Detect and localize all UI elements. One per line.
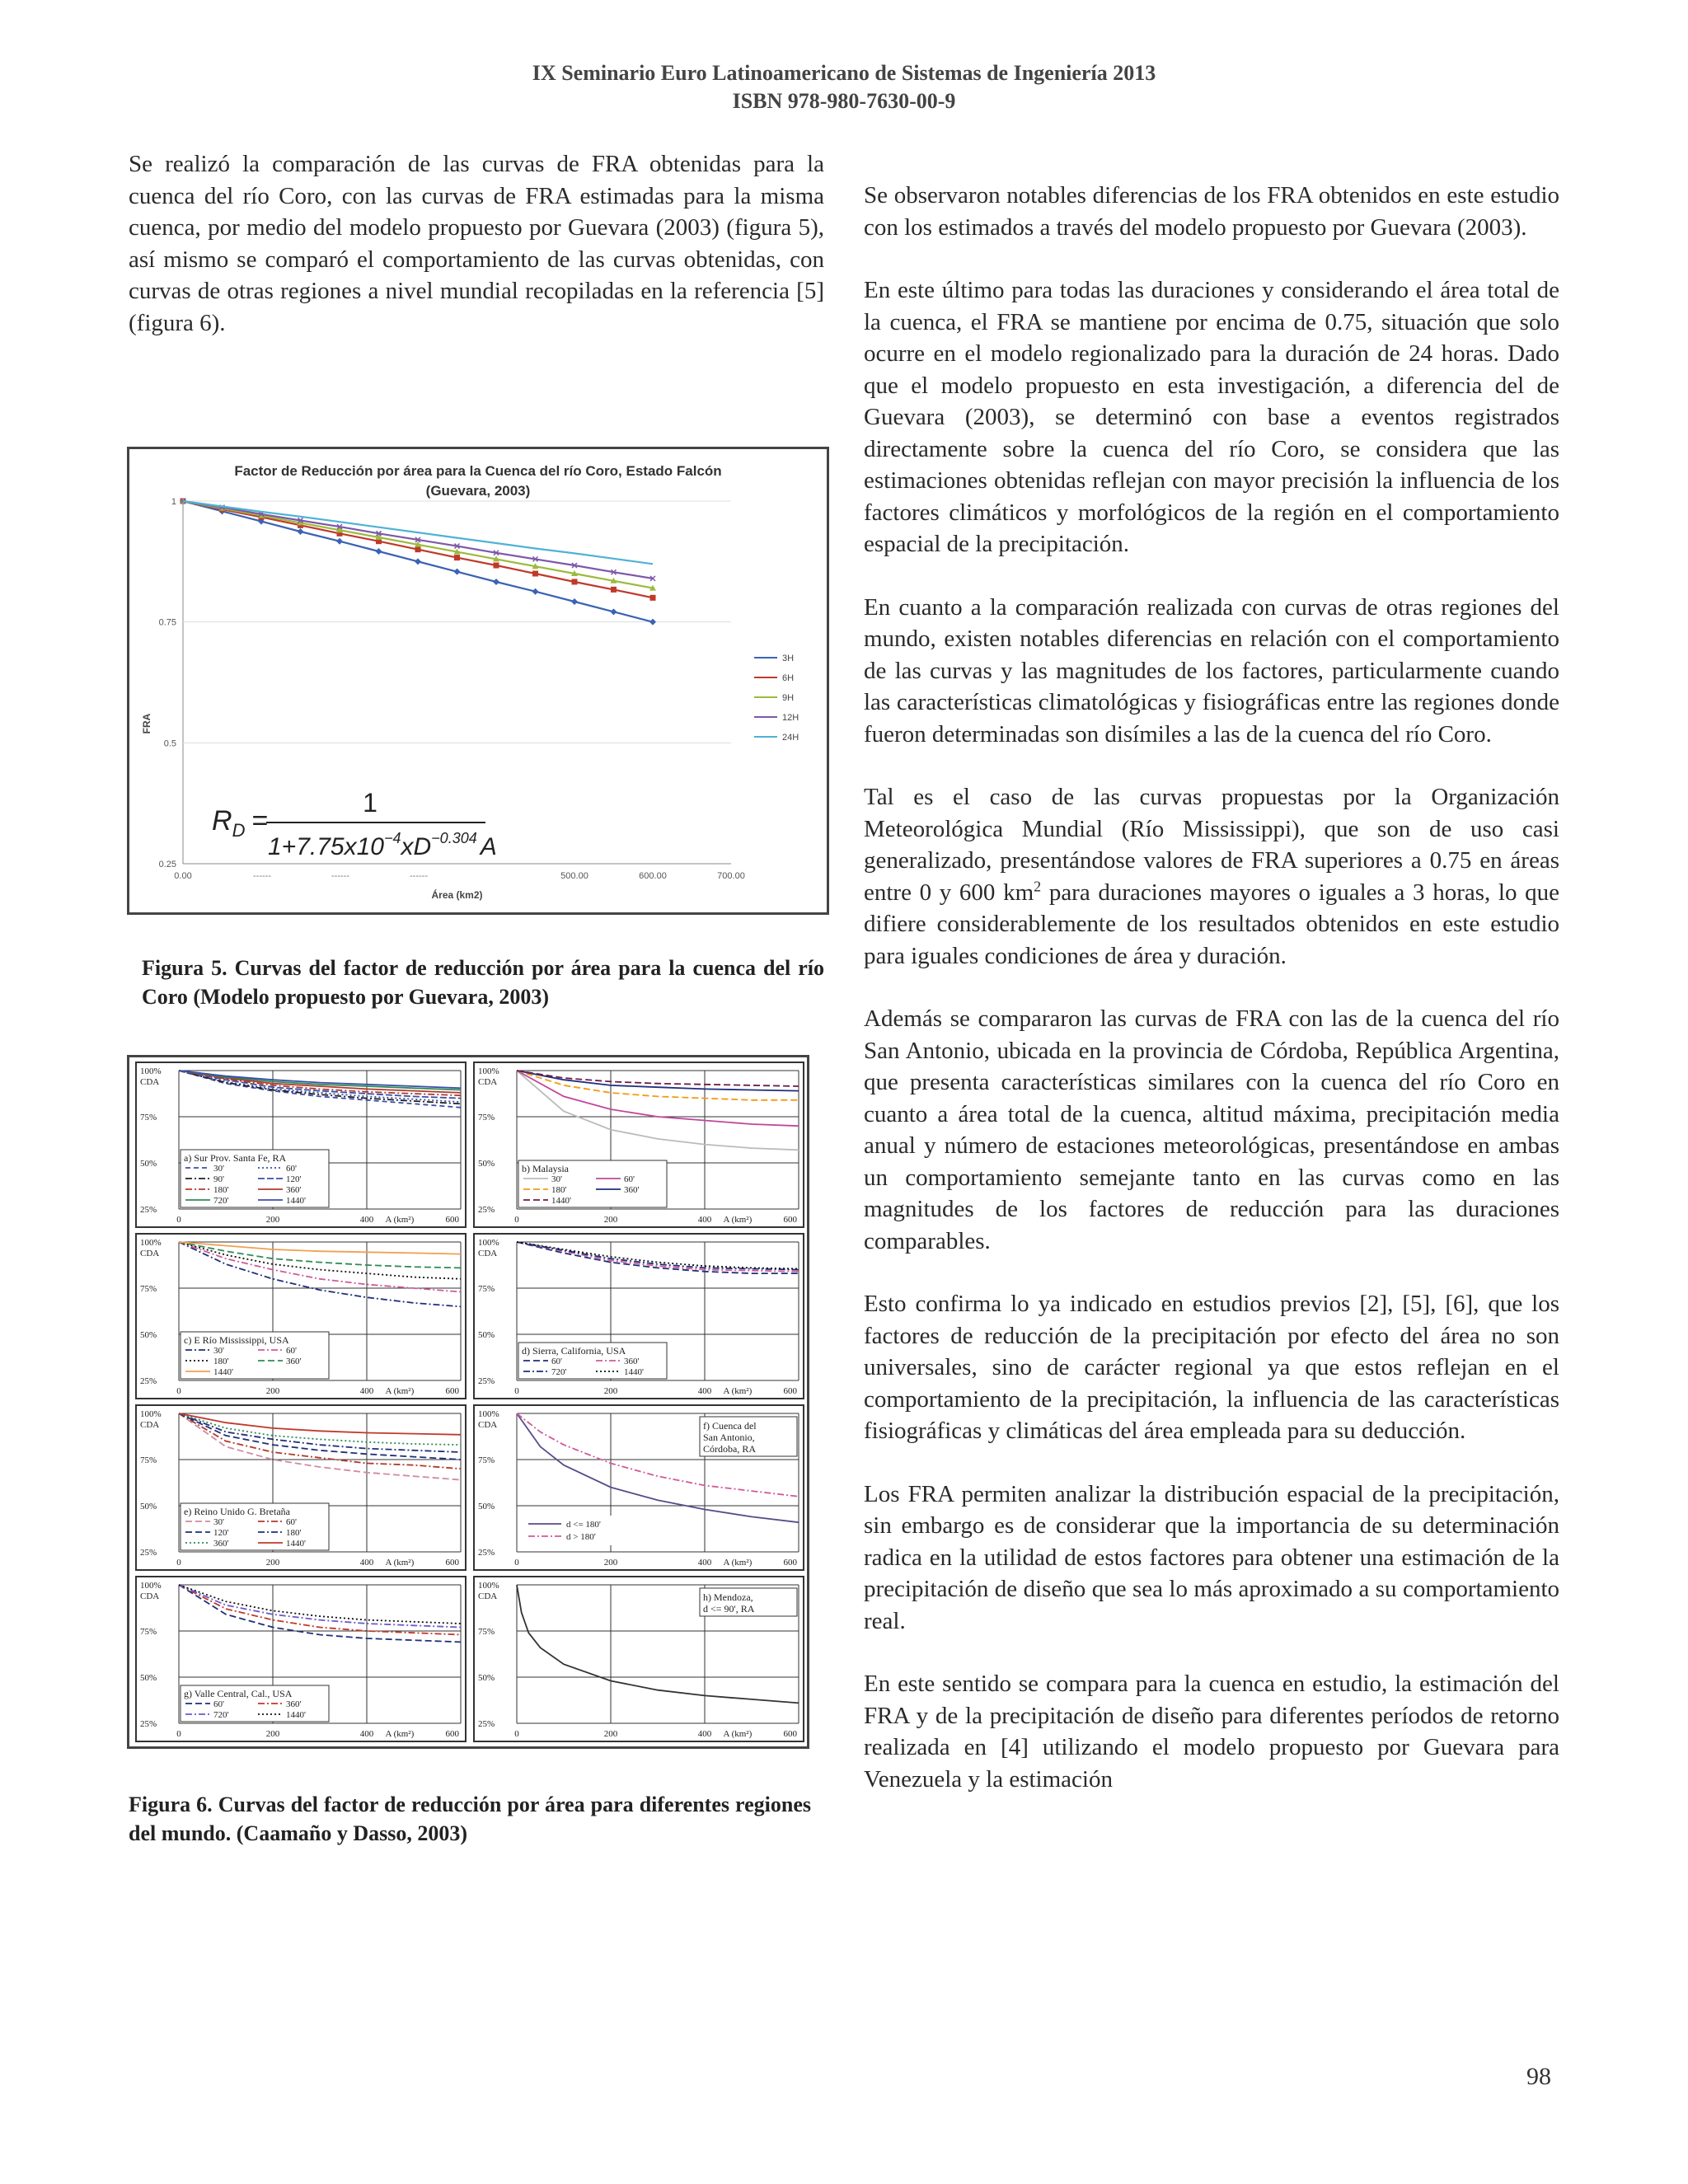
legend-label: 360' [624,1185,640,1195]
figure-5-formula [212,788,497,860]
paragraph-5: Además se compararon las curvas de FRA con las de la cuenca del río San Antonio, ubicada en la provincia de Córdoba, República Argentina, que presenta características similares con la cuenca del río Coro en cuanto a área total de la cuenca, altitud máxima, precipitación media anual y número de estaciones meteorológicas, presentándose en ambas un comportamiento semejante tanto en las curvas como en las magnitudes de los factores de reducción para las duraciones comparables. [864,1005,1559,1254]
legend-label: 360' [624,1357,640,1366]
x-tick-label: 0 [514,1729,519,1739]
x-tick-label: 400 [697,1729,712,1739]
x-tick-label: 600 [445,1729,459,1739]
y-tick-label: 100% [478,1409,499,1419]
left-paragraph: Se realizó la comparación de las curvas de FRA obtenidas para la cuenca del río Coro, con las curvas de FRA estimadas para la misma cuenca, por medio del modelo propuesto por Guevara (2003) (figura 5), así mismo se comparó el comportamiento de las curvas obtenidas, con curvas de otras regiones a nivel mundial recopiladas en la referencia [5] (figura 6). [129,151,824,336]
y-tick-label: 75% [478,1113,495,1122]
y-tick-label: 50% [140,1502,157,1511]
formula-den-c: A [480,833,497,860]
y-tick-label: 25% [140,1719,157,1729]
legend-label: 30' [213,1517,224,1527]
legend-label: 360' [213,1539,229,1549]
x-axis-title: A (km²) [723,1558,753,1568]
legend-label: 1440' [286,1196,306,1206]
panel-g [136,1577,466,1741]
formula-equals: = [251,805,269,837]
x-axis-title: A (km²) [723,1386,753,1396]
y-tick-label: 25% [478,1376,495,1386]
data-point [415,558,421,565]
legend-label: 60' [213,1699,224,1709]
legend-label: 720' [213,1196,229,1206]
y-tick-label: 75% [478,1627,495,1637]
x-tick-label: 0 [176,1558,181,1568]
x-axis-label: Área (km2) [431,889,483,901]
x-tick-label: 400 [359,1386,374,1396]
data-point [493,579,499,585]
formula-den-a: 1+7.75x10 [268,833,384,860]
paragraph-4-part-a: Tal es el caso de las curvas propuestas por la Organización Meteorológica Mundial (Río Mississippi), que son de uso casi generalizado, presentándose valores de FRA superiores a 0.75 en áreas entre 0 y 600 km [864,784,1559,906]
y-tick-label: 50% [140,1673,157,1683]
conference-header [0,59,1688,115]
x-tick-label: 0 [514,1558,519,1568]
x-tick-label: 500.00 [560,871,588,881]
legend-label: 30' [213,1164,224,1174]
y-tick-label: 75% [140,1627,157,1637]
formula-lhs-sub: D [232,820,246,841]
legend-label: 1440' [551,1196,571,1206]
panel-f [474,1405,804,1570]
y-tick-label: 1 [171,497,176,507]
legend-label: 60' [286,1164,297,1174]
panel-title-line: h) Mendoza, [703,1591,753,1603]
panel-title-line: San Antonio, [703,1432,755,1443]
paragraph-3: En cuanto a la comparación realizada con curvas de otras regiones del mundo, existen notables diferencias en relación con el comportamiento de las curvas y las magnitudes de los factores, particularmente cuando las características climatológicas y fisiográficas entre las regiones donde fueron determinadas son disímiles a las de la cuenca del río Coro. [864,593,1559,748]
y-tick-label: 25% [478,1719,495,1729]
y-tick-label: 75% [478,1284,495,1294]
legend-label: 6H [782,673,795,683]
x-axis-title: A (km²) [385,1729,415,1739]
legend-label: 180' [551,1185,567,1195]
legend-label: 720' [213,1710,229,1720]
y-tick-label: 0.25 [158,860,176,869]
figure-5-caption: Figura 5. Curvas del factor de reducción por área para la cuenca del río Coro (Modelo propuesto por Guevara, 2003) [142,956,824,1009]
x-tick-label: 200 [265,1215,280,1225]
superscript-2: 2 [1034,877,1042,894]
paragraph-1: Se observaron notables diferencias de los FRA obtenidos en este estudio con los estimados a través del modelo propuesto por Guevara (2003). [864,182,1559,241]
data-point [611,587,617,593]
y-tick-label: 75% [140,1113,157,1122]
x-tick-label: 700.00 [717,871,745,881]
x-axis-title: A (km²) [723,1729,753,1739]
y-tick-label: 0.5 [163,738,176,749]
legend-label: 180' [213,1185,229,1195]
panel-title-line: f) Cuenca del [703,1420,757,1432]
y-tick-label: 25% [140,1205,157,1215]
legend-label: 360' [286,1185,302,1195]
legend-label: 1440' [213,1367,233,1377]
x-tick-label: 600 [445,1386,459,1396]
y-tick-label: 100% [140,1581,162,1591]
data-point [494,563,499,569]
legend-label: 1440' [286,1710,306,1720]
x-tick-label: 600 [783,1558,797,1568]
x-tick-label: 600 [783,1215,797,1225]
paragraph-6: Esto confirma lo ya indicado en estudios previos [2], [5], [6], que los factores de reducción de la precipitación por efecto del área no son universales, sino de carácter regional ya que estos reflejan en el comportamiento de la precipitación, la influencia de las características fisiográficas y climáticas del área empleada para su deducción. [864,1291,1559,1444]
x-tick-label: 400 [697,1558,712,1568]
data-point [454,569,461,575]
data-point [336,538,343,545]
panel-b [474,1062,804,1227]
data-point [572,579,578,584]
legend-label: 1440' [286,1539,306,1549]
paragraph-8: En este sentido se compara para la cuenca en estudio, la estimación del FRA y de la precipitación de diseño para diferentes períodos de retorno realizada en [4] utilizando el modelo propuesto por Guevara para Venezuela y la estimación [864,1671,1559,1793]
y-tick-label: 50% [478,1673,495,1683]
y-tick-label: 100% [140,1066,162,1076]
legend-label: 180' [286,1528,302,1538]
panel-title-line: d <= 90', RA [703,1603,755,1615]
figure-5-placeholder-ticks [253,871,428,881]
cda-label: CDA [478,1077,498,1087]
y-tick-label: 75% [140,1284,157,1294]
data-point [532,571,538,577]
data-point [298,528,304,535]
x-tick-label: 600 [783,1386,797,1396]
conference-title: IX Seminario Euro Latinoamericano de Sistemas de Ingeniería 2013 [532,61,1156,85]
formula-den-b: xD [401,833,432,860]
x-tick-label: 400 [697,1386,712,1396]
y-tick-label: 100% [478,1581,499,1591]
cda-label: CDA [140,1591,160,1601]
panel-title: c) E Río Mississippi, USA [184,1334,289,1346]
data-point [611,608,617,615]
cda-label: CDA [140,1077,160,1087]
series-line-24H [183,501,653,564]
legend-label: 1440' [624,1367,644,1377]
legend-label: 360' [286,1699,302,1709]
legend-label: 60' [624,1174,635,1184]
x-tick-label: 400 [359,1729,374,1739]
y-tick-label: 75% [140,1455,157,1465]
formula-lhs: R [212,805,232,837]
placeholder-tick: ------ [331,871,349,881]
data-point [650,595,656,601]
cda-label: CDA [478,1591,498,1601]
x-tick-label: 0 [176,1729,181,1739]
x-tick-label: 600 [445,1215,459,1225]
legend-label: 720' [551,1367,567,1377]
y-tick-label: 25% [140,1376,157,1386]
svg-text:1+7.75x10−4xD−0.304A [268,830,497,860]
x-tick-label: 200 [603,1729,618,1739]
x-tick-label: 200 [265,1729,280,1739]
right-column [864,180,1559,1826]
x-axis-title: A (km²) [723,1215,753,1225]
y-tick-label: 100% [478,1066,499,1076]
panel-title: d) Sierra, California, USA [522,1345,626,1357]
panel-title: e) Reino Unido G. Bretaña [184,1506,290,1517]
panel-h [474,1577,804,1741]
legend-label: 9H [782,693,795,703]
cda-label: CDA [478,1249,498,1258]
y-tick-label: 25% [478,1548,495,1558]
cda-label: CDA [478,1420,498,1430]
figure-5-chart [129,449,827,912]
data-point [649,619,656,626]
formula-den-exp1: −4 [383,830,401,846]
placeholder-tick: ------ [410,871,428,881]
legend-label: 60' [286,1517,297,1527]
cda-label: CDA [140,1420,160,1430]
legend-label: 180' [213,1357,229,1366]
x-tick-label: 400 [359,1215,374,1225]
y-tick-label: 50% [140,1159,157,1169]
x-tick-label: 400 [697,1215,712,1225]
x-tick-label: 0.00 [174,871,192,881]
x-tick-label: 0 [176,1386,181,1396]
x-tick-label: 600 [783,1729,797,1739]
x-tick-label: 200 [265,1558,280,1568]
y-tick-label: 100% [140,1409,162,1419]
data-point [571,598,578,605]
y-tick-label: 50% [478,1159,495,1169]
paragraph-4 [864,781,1559,972]
figure-5-title-line1: Factor de Reducción por área para la Cuenca del río Coro, Estado Falcón [234,463,722,479]
panel-title-line: Córdoba, RA [703,1443,756,1455]
panel-a [136,1062,466,1227]
y-tick-label: 100% [140,1238,162,1248]
panel-d [474,1234,804,1399]
legend-label: 120' [286,1174,302,1184]
panel-title: a) Sur Prov. Santa Fe, RA [184,1152,287,1164]
panel-title: b) Malaysia [522,1163,569,1174]
legend-label: d > 180' [566,1532,596,1542]
figure-5-title-line2: (Guevara, 2003) [425,483,531,499]
x-tick-label: 0 [514,1386,519,1396]
y-tick-label: 0.75 [158,617,176,628]
panel-title: g) Valle Central, Cal., USA [184,1688,293,1699]
data-point [532,588,539,595]
figure-6-frame [127,1055,809,1749]
figure-6-caption: Figura 6. Curvas del factor de reducción por área para diferentes regiones del mundo. (Caamaño y Dasso, 2003) [129,1793,811,1845]
legend-label: 30' [551,1174,562,1184]
legend-label: 60' [286,1346,297,1356]
formula-numerator: 1 [363,788,377,818]
svg-text:RD= [212,805,268,841]
x-axis-title: A (km²) [385,1558,415,1568]
legend-label: 12H [782,713,799,723]
formula-den-exp2: −0.304 [431,830,477,846]
y-tick-label: 25% [140,1548,157,1558]
data-point [454,555,460,560]
placeholder-tick: ------ [253,871,271,881]
x-tick-label: 200 [603,1215,618,1225]
y-tick-label: 50% [478,1330,495,1340]
page-number: 98 [1526,2063,1551,2090]
paragraph-7: Los FRA permiten analizar la distribución espacial de la precipitación, sin embargo es de considerar que la importancia de su determinación radica en la utilidad de estos factores para obtener una estimación de la precipitación de diseño que sea lo más aproximado a su comportamiento real. [864,1480,1559,1634]
isbn-line: ISBN 978-980-7630-00-9 [732,89,956,113]
x-tick-label: 200 [603,1386,618,1396]
y-tick-label: 50% [478,1502,495,1511]
x-axis-title: A (km²) [385,1386,415,1396]
legend-label: 90' [213,1174,224,1184]
legend-label: 24H [782,733,799,743]
x-axis-title: A (km²) [385,1215,415,1225]
x-tick-label: 0 [514,1215,519,1225]
y-tick-label: 50% [140,1330,157,1340]
legend-label: d <= 180' [566,1520,601,1530]
panel-c [136,1234,466,1399]
cda-label: CDA [140,1249,160,1258]
x-tick-label: 600.00 [639,871,667,881]
x-tick-label: 200 [265,1386,280,1396]
legend-label: 3H [782,654,795,663]
x-tick-label: 0 [176,1215,181,1225]
y-tick-label: 100% [478,1238,499,1248]
y-tick-label: 25% [478,1205,495,1215]
y-tick-label: 75% [478,1455,495,1465]
panel-e [136,1405,466,1570]
left-column [129,148,824,370]
x-tick-label: 200 [603,1558,618,1568]
x-tick-label: 600 [445,1558,459,1568]
legend-label: 60' [551,1357,562,1366]
data-point [376,548,382,555]
y-axis-label: FRA [141,713,152,734]
legend-label: 30' [213,1346,224,1356]
data-point [415,546,421,552]
x-tick-label: 400 [359,1558,374,1568]
paragraph-2: En este último para todas las duraciones y considerando el área total de la cuenca, el FRA se mantiene por encima de 0.75, situación que solo ocurre en el modelo regionalizado para la duración de 24 horas. Dado que el modelo propuesto en esta investigación, a diferencia del de Guevara (2003), se determinó con base a eventos registrados directamente sobre la cuenca del río Coro, se considera que las estimaciones obtenidas reflejan con mayor precisión la influencia de los factores climáticos y morfológicos de la región en el comportamiento espacial de la precipitación. [864,277,1559,557]
figure-6-chart-grid [129,1057,807,1746]
figure-5-frame [127,447,829,915]
legend-label: 360' [286,1357,302,1366]
legend-label: 120' [213,1528,229,1538]
paragraph-4-part-b: para duraciones mayores o iguales a 3 horas, lo que difiere considerablemente de los resultados obtenidos en este estudio para iguales condiciones de área y duración. [864,879,1559,969]
